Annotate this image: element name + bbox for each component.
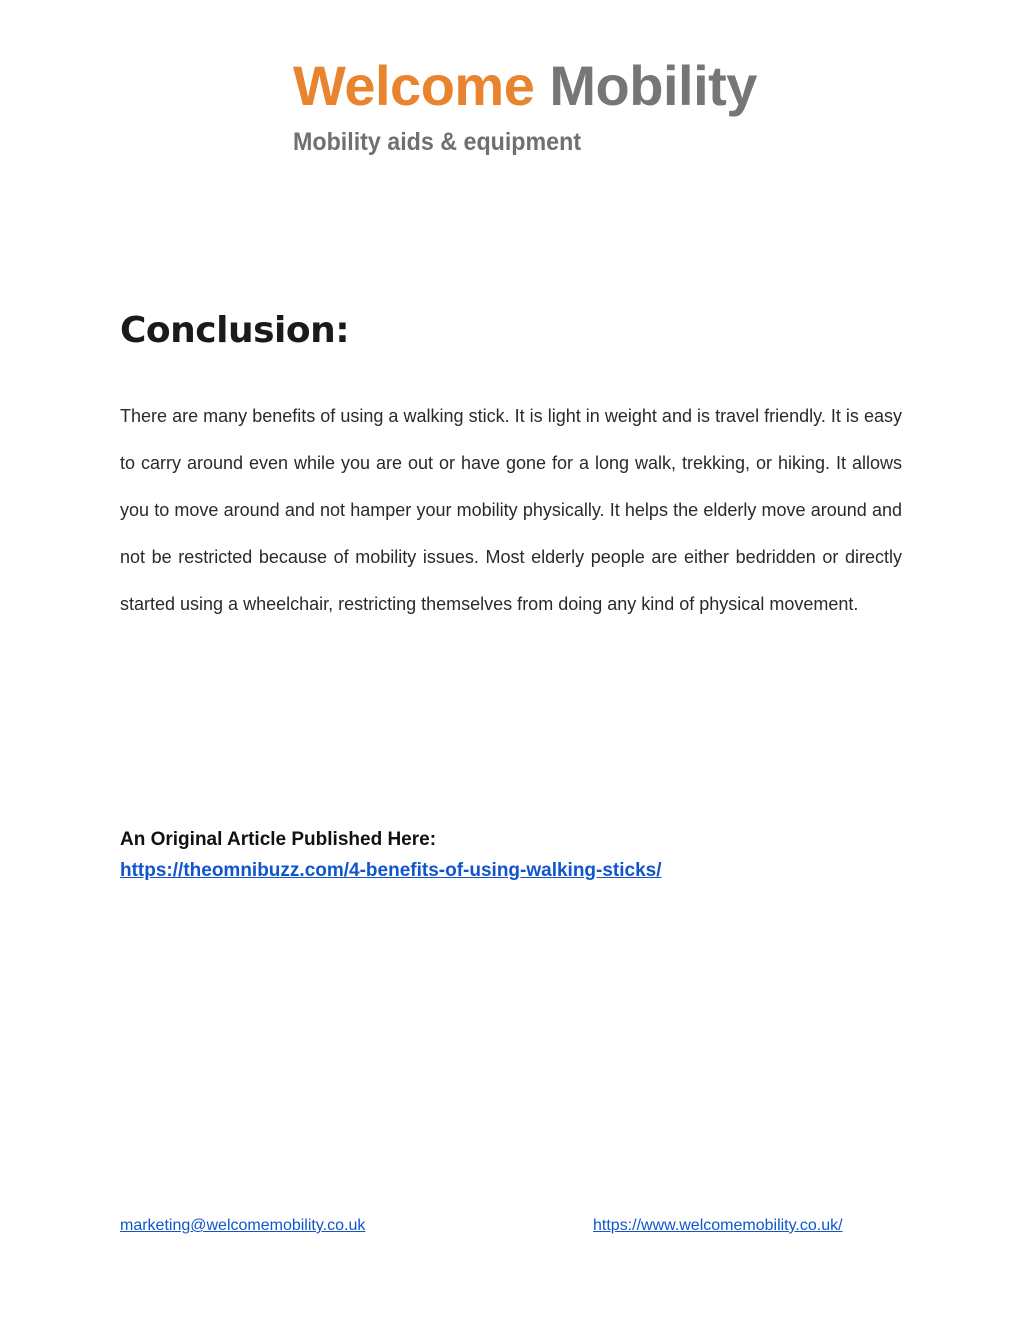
logo-word-mobility: Mobility bbox=[549, 54, 757, 117]
logo-title bbox=[293, 54, 757, 118]
footer-website-link[interactable]: https://www.welcomemobility.co.uk/ bbox=[593, 1217, 843, 1234]
source-label: An Original Article Published Here: bbox=[120, 829, 437, 850]
footer-email-link[interactable]: marketing@welcomemobility.co.uk bbox=[120, 1217, 366, 1234]
logo-tagline: Mobility aids & equipment bbox=[293, 128, 582, 156]
section-heading: Conclusion: bbox=[120, 310, 350, 351]
source-article-link[interactable]: https://theomnibuzz.com/4-benefits-of-using-walking-sticks/ bbox=[120, 860, 662, 881]
logo-word-welcome: Welcome bbox=[293, 54, 535, 117]
conclusion-paragraph: There are many benefits of using a walking stick. It is light in weight and is travel friendly. It is easy to carry around even while you are out or have gone for a long walk, trekking, or hiking. It allows you to move around and not hamper your mobility physically. It helps the elderly move around and not be restricted because of mobility issues. Most elderly people are either bedridden or directly started using a wheelchair, restricting themselves from doing any kind of physical movement. bbox=[120, 406, 902, 614]
brand-logo bbox=[293, 54, 757, 157]
